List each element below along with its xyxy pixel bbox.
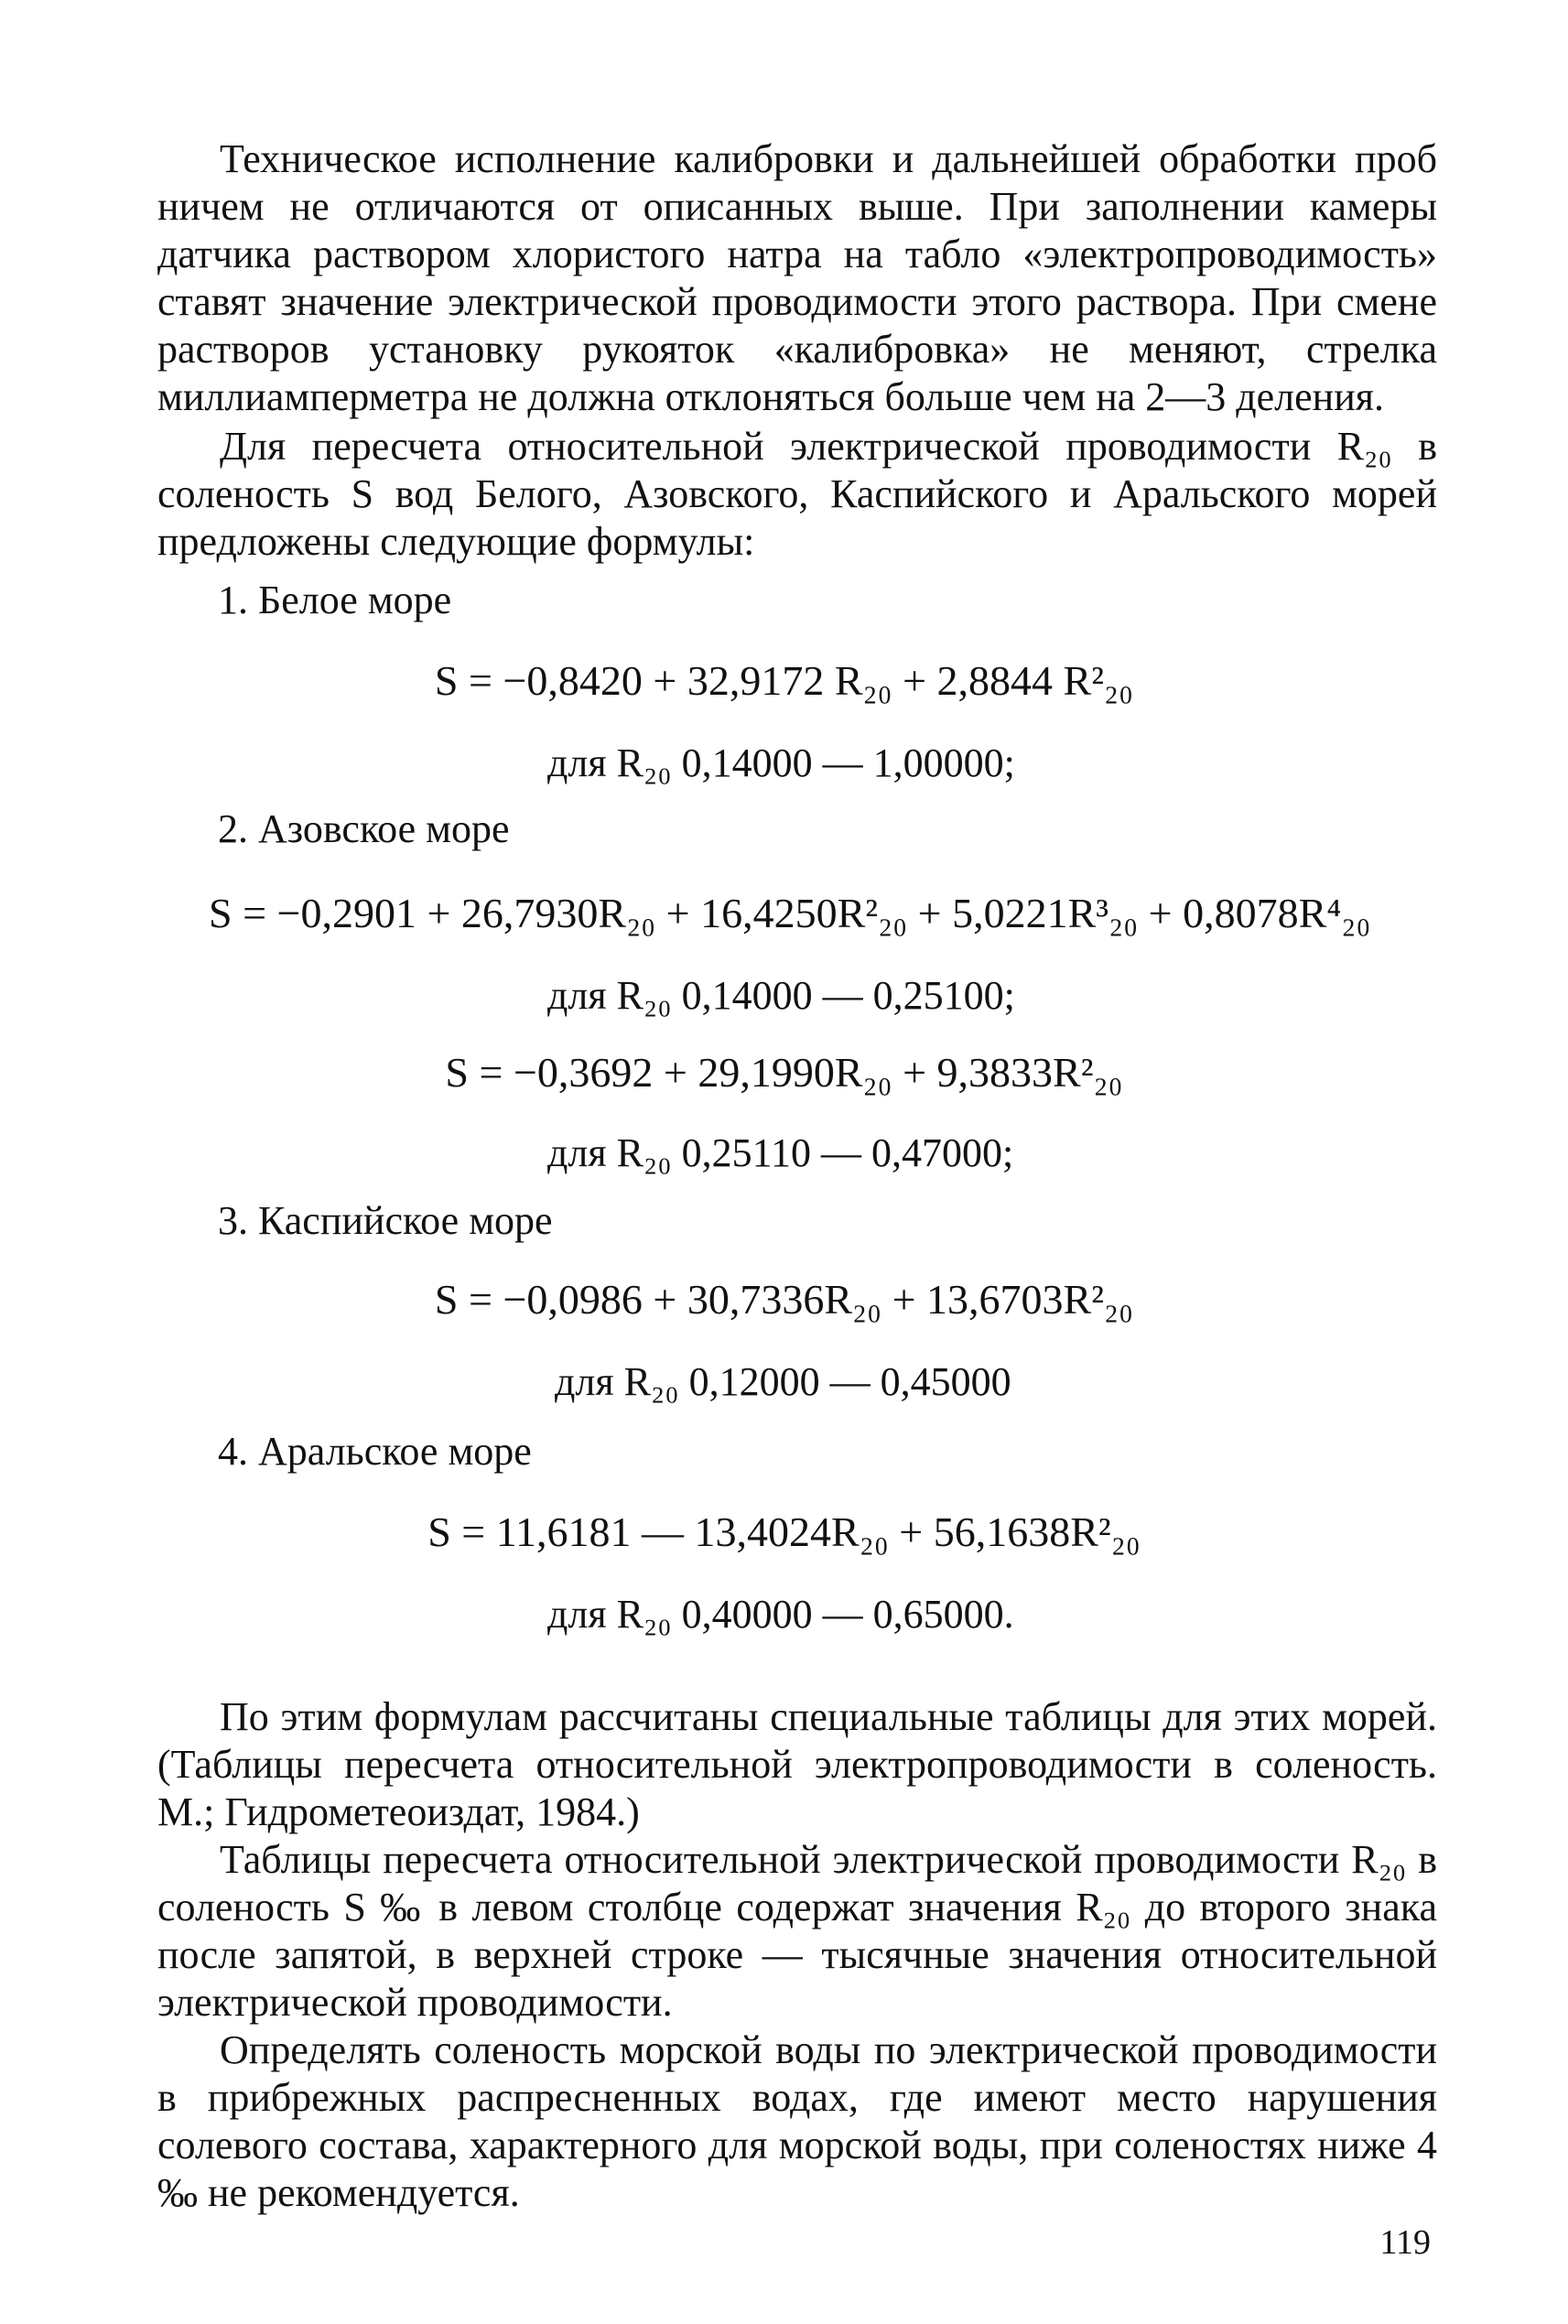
range-caspian-sea: для R₂₀ 0,12000 — 0,45000 [555,1359,1011,1404]
paragraph-tables-calculated: По этим формулам рассчитаны специальные таблицы для этих морей. (Таблицы пересчета относительной электропроводимости в соленость. М.; Гидрометеоиздат, 1984.) [157,1694,1437,1834]
range-white-sea: для R₂₀ 0,14000 — 1,00000; [547,740,1015,785]
paragraph-formulas-intro: Для пересчета относительной электрической проводимости R₂₀ в соленость S вод Белого, Азовского, Каспийского и Аральского морей предложены следующие формулы: [157,424,1437,564]
range-aral-sea: для R₂₀ 0,40000 — 0,65000. [547,1592,1014,1637]
formula-white-sea: S = −0,8420 + 32,9172 R₂₀ + 2,8844 R²₂₀ [434,657,1134,704]
paragraph-salinity-recommendation: Определять соленость морской воды по электрической проводимости в прибрежных распресненных водах, где имеют место нарушения солевого состава, характерного для морской воды, при соленостях ниже 4 ‰ не рекомендуется. [157,2027,1437,2215]
heading-caspian-sea: 3. Каспийское море [218,1198,553,1243]
formula-azov-sea-2: S = −0,3692 + 29,1990R₂₀ + 9,3833R²₂₀ [445,1049,1123,1096]
heading-aral-sea: 4. Аральское море [218,1429,532,1474]
range-azov-sea-2: для R₂₀ 0,25110 — 0,47000; [547,1130,1014,1175]
paragraph-tables-description: Таблицы пересчета относительной электрической проводимости R₂₀ в соленость S ‰ в левом столбце содержат значения R₂₀ до второго знака после запятой, в верхней строке — тысячные значения относительной электрической проводимости. [157,1837,1437,2025]
range-azov-sea-1: для R₂₀ 0,14000 — 0,25100; [547,973,1015,1018]
paragraph-calibration: Техническое исполнение калибровки и дальнейшей обработки проб ничем не отличаются от описанных выше. При заполнении камеры датчика раствором хлористого натра на табло «электропроводимость» ставят значение электрической проводимости этого раствора. При смене растворов установку рукояток «калибровка» не меняют, стрелка миллиамперметра не должна отклоняться больше чем на 2—3 деления. [157,136,1437,419]
page-number: 119 [1379,2223,1431,2262]
heading-white-sea: 1. Белое море [218,578,452,622]
formula-aral-sea: S = 11,6181 — 13,4024R₂₀ + 56,1638R²₂₀ [427,1508,1141,1555]
formula-caspian-sea: S = −0,0986 + 30,7336R₂₀ + 13,6703R²₂₀ [434,1276,1134,1323]
heading-azov-sea: 2. Азовское море [218,806,510,851]
formula-azov-sea-1: S = −0,2901 + 26,7930R₂₀ + 16,4250R²₂₀ + 5,0221R³₂₀ + 0,8078R⁴₂₀ [209,890,1371,936]
